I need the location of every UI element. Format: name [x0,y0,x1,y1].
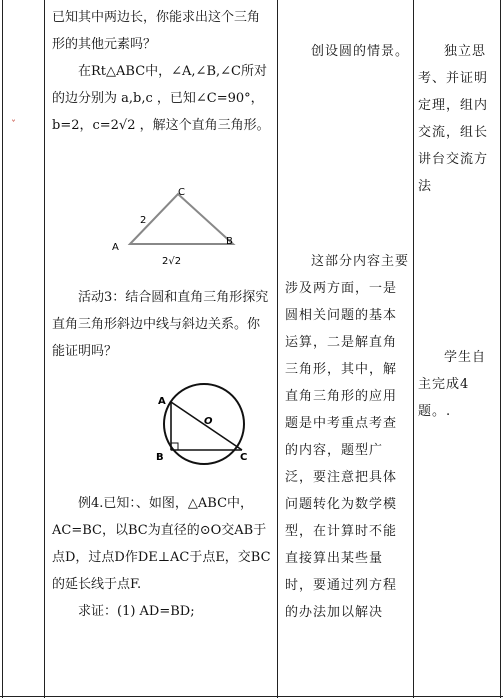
right-triangle-figure [100,186,250,268]
point-c-label: C [240,452,248,463]
point-a-label: A [158,396,166,407]
side-b-label: 2 [140,215,147,226]
question-text: 已知其中两边长，你能求出这个三角形的其他元素吗？ [52,10,261,52]
vertex-c-label: C [178,187,185,198]
circle-figure [148,380,258,470]
column-divider-3 [413,0,414,698]
table-border-bottom [0,696,503,697]
prove-text: 求证：(1) AD=BD; [78,604,195,619]
vertex-b-label: B [226,236,233,247]
vertex-a-label: A [112,242,119,253]
column-divider-2 [277,0,278,698]
activity-block [52,284,272,365]
student-activity-block-2 [418,344,498,425]
student-activity-1: 独立思考、并证明定理，组内交流，组长讲台交流方法 [418,44,489,194]
design-notes-block [285,248,409,626]
example-problem: 在Rt△ABC中，∠A,∠B,∠C所对的边分别为 a,b,c ，已知∠C=90°，b=2，c=2√2 ，解这个直角三角形。 [52,64,270,133]
design-notes: 这部分内容主要涉及两方面，一是圆相关问题的基本运算，二是解直角三角形，其中，解直角三角形的应用题是中考重点考查的内容，题型广泛，要注意把具体问题转化为数学模型，在计算时不能直接算出某些量时，要通过列方程的办法加以解决 [285,254,410,620]
design-intro: 创设圆的情景。 [311,44,410,59]
example-4-block [52,490,272,625]
student-activity-column [418,38,498,200]
design-column [285,38,409,65]
margin-mark: ˇ [11,120,16,131]
table-border-left [2,0,3,698]
point-o-label: O [204,416,213,427]
content-column [52,4,272,139]
activity-3-text: 活动3：结合圆和直角三角形探究直角三角形斜边中线与斜边关系。你能证明吗？ [52,290,269,359]
table-border-right [500,0,501,698]
point-b-label: B [156,452,164,463]
side-c-label: 2√2 [162,256,182,267]
example-4-text: 例4.已知：、如图，△ABC中，AC=BC，以BC为直径的⊙O交AB于点D，过点D作DE⊥AC于点E，交BC的延长线于点F. [52,496,271,592]
column-divider-1 [44,0,45,698]
student-activity-2: 学生自主完成4题。. [418,350,487,419]
